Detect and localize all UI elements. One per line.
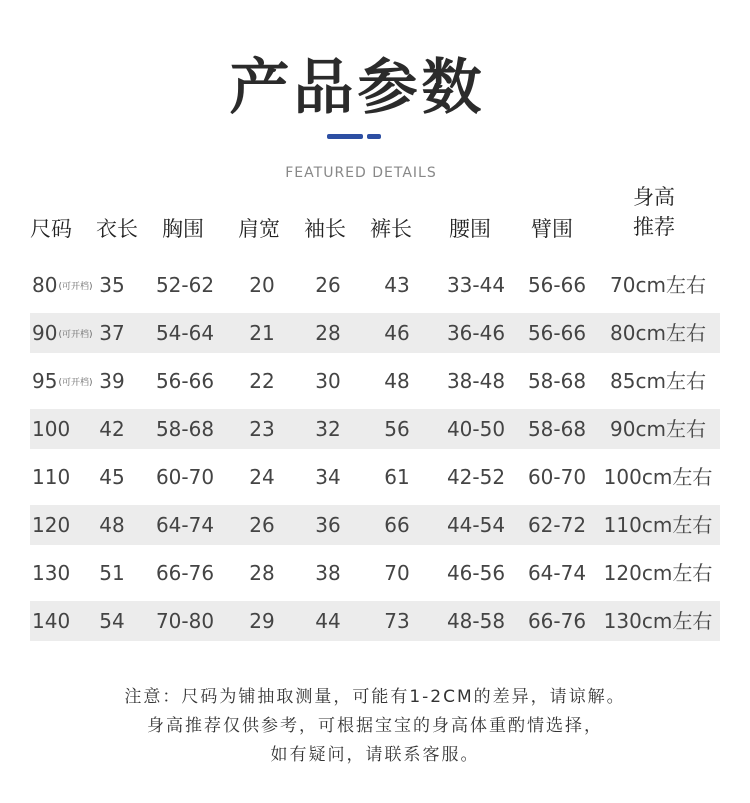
cell-shoulder: 21 <box>249 321 275 345</box>
cell-length: 51 <box>99 561 125 585</box>
cell-sleeve: 44 <box>315 609 341 633</box>
cell-shoulder: 24 <box>249 465 275 489</box>
cell-length: 48 <box>99 513 125 537</box>
cell-sleeve: 30 <box>315 369 341 393</box>
page-subtitle: FEATURED DETAILS <box>285 165 437 181</box>
cell-arm: 58-68 <box>527 417 587 441</box>
cell-pants: 66 <box>384 513 410 537</box>
cell-size <box>32 505 92 545</box>
cell-waist: 33-44 <box>446 273 506 297</box>
cell-height: 100cm左右 <box>603 465 713 489</box>
table-row <box>30 265 720 305</box>
cell-sleeve: 34 <box>315 465 341 489</box>
header-waist: 腰围 <box>449 217 491 241</box>
size-note: (可开档) <box>58 377 93 388</box>
cell-arm: 56-66 <box>527 321 587 345</box>
cell-chest: 64-74 <box>155 513 215 537</box>
cell-chest: 60-70 <box>155 465 215 489</box>
cell-height: 70cm左右 <box>610 273 706 297</box>
cell-pants: 48 <box>384 369 410 393</box>
cell-arm: 66-76 <box>527 609 587 633</box>
cell-shoulder: 20 <box>249 273 275 297</box>
cell-size <box>32 601 92 641</box>
cell-length: 35 <box>99 273 125 297</box>
cell-shoulder: 26 <box>249 513 275 537</box>
size-value: 140 <box>32 609 71 633</box>
page-title: 产品参数 <box>229 53 486 123</box>
cell-size <box>32 553 92 593</box>
cell-waist: 42-52 <box>446 465 506 489</box>
size-note: (可开档) <box>58 281 93 292</box>
table-row <box>30 457 720 497</box>
cell-shoulder: 28 <box>249 561 275 585</box>
cell-shoulder: 23 <box>249 417 275 441</box>
cell-chest: 54-64 <box>155 321 215 345</box>
cell-arm: 60-70 <box>527 465 587 489</box>
header-height-recommend <box>618 182 690 242</box>
size-value: 100 <box>32 417 71 441</box>
cell-chest: 58-68 <box>155 417 215 441</box>
cell-waist: 36-46 <box>446 321 506 345</box>
header-arm: 臂围 <box>531 217 573 241</box>
header-pants: 裤长 <box>370 217 412 241</box>
cell-sleeve: 32 <box>315 417 341 441</box>
size-value: 120 <box>32 513 71 537</box>
cell-sleeve: 38 <box>315 561 341 585</box>
cell-height: 90cm左右 <box>610 417 706 441</box>
cell-chest: 66-76 <box>155 561 215 585</box>
title-underline-short <box>367 134 381 139</box>
cell-sleeve: 36 <box>315 513 341 537</box>
table-row <box>30 553 720 593</box>
size-value: 90 <box>32 321 58 345</box>
note-line-1: 注意：尺码为铺抽取测量，可能有1-2CM的差异，请谅解。 <box>124 687 626 707</box>
cell-arm: 64-74 <box>527 561 587 585</box>
cell-pants: 56 <box>384 417 410 441</box>
note-line-3: 如有疑问，请联系客服。 <box>270 745 480 765</box>
header-length: 衣长 <box>96 217 138 241</box>
cell-pants: 43 <box>384 273 410 297</box>
cell-arm: 58-68 <box>527 369 587 393</box>
cell-chest: 52-62 <box>155 273 215 297</box>
cell-waist: 48-58 <box>446 609 506 633</box>
cell-waist: 38-48 <box>446 369 506 393</box>
cell-size <box>32 457 92 497</box>
cell-size <box>32 409 92 449</box>
header-shoulder: 肩宽 <box>238 217 280 241</box>
table-row <box>30 505 720 545</box>
header-height-line2: 推荐 <box>633 215 675 239</box>
title-underline-long <box>327 134 363 139</box>
cell-height: 130cm左右 <box>603 609 713 633</box>
size-note: (可开档) <box>58 329 93 340</box>
size-value: 95 <box>32 369 58 393</box>
size-value: 130 <box>32 561 71 585</box>
size-value: 110 <box>32 465 71 489</box>
cell-chest: 56-66 <box>155 369 215 393</box>
size-value: 80 <box>32 273 58 297</box>
cell-waist: 46-56 <box>446 561 506 585</box>
notes <box>0 683 750 770</box>
cell-length: 37 <box>99 321 125 345</box>
cell-pants: 73 <box>384 609 410 633</box>
cell-waist: 40-50 <box>446 417 506 441</box>
cell-length: 39 <box>99 369 125 393</box>
cell-arm: 56-66 <box>527 273 587 297</box>
cell-height: 110cm左右 <box>603 513 713 537</box>
cell-arm: 62-72 <box>527 513 587 537</box>
table-row <box>30 313 720 353</box>
cell-length: 54 <box>99 609 125 633</box>
cell-sleeve: 28 <box>315 321 341 345</box>
cell-size <box>32 313 92 353</box>
table-row <box>30 409 720 449</box>
cell-shoulder: 29 <box>249 609 275 633</box>
cell-height: 80cm左右 <box>610 321 706 345</box>
cell-pants: 70 <box>384 561 410 585</box>
cell-sleeve: 26 <box>315 273 341 297</box>
header-sleeve: 袖长 <box>304 217 346 241</box>
header-size: 尺码 <box>30 217 72 241</box>
cell-size <box>32 265 92 305</box>
header-height-line1: 身高 <box>633 185 675 209</box>
cell-length: 45 <box>99 465 125 489</box>
table-row <box>30 361 720 401</box>
cell-pants: 46 <box>384 321 410 345</box>
cell-height: 85cm左右 <box>610 369 706 393</box>
cell-pants: 61 <box>384 465 410 489</box>
header-chest: 胸围 <box>162 217 204 241</box>
cell-height: 120cm左右 <box>603 561 713 585</box>
table-row <box>30 601 720 641</box>
cell-size <box>32 361 92 401</box>
cell-waist: 44-54 <box>446 513 506 537</box>
cell-length: 42 <box>99 417 125 441</box>
cell-shoulder: 22 <box>249 369 275 393</box>
cell-chest: 70-80 <box>155 609 215 633</box>
note-line-2: 身高推荐仅供参考，可根据宝宝的身高体重酌情选择， <box>147 716 603 736</box>
